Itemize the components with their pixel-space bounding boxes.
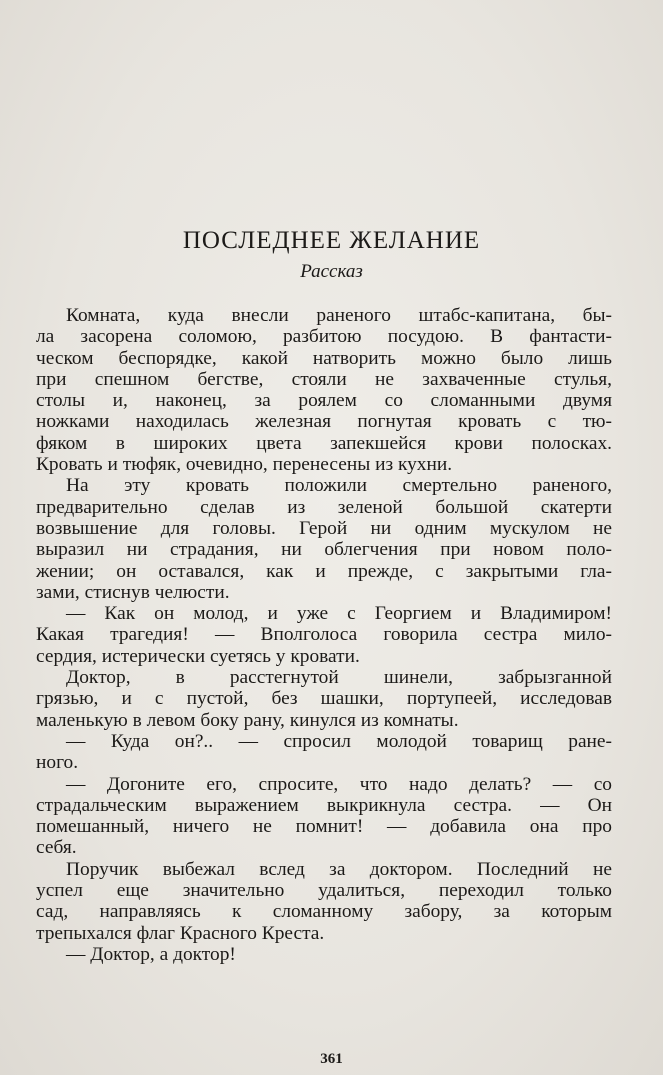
- paragraph: [36, 603, 612, 667]
- text-line: при спешном бегстве, стояли не захваченные стулья,: [36, 368, 612, 390]
- text-line: столы и, наконец, за роялем со сломанными двумя: [36, 390, 612, 412]
- paragraph: [36, 944, 612, 965]
- text-line: — Как он молод, и уже с Георгием и Владимиром!: [66, 603, 612, 625]
- paragraph: [36, 859, 612, 944]
- text-line: — Доктор, а доктор!: [66, 943, 236, 965]
- text-line: помешанный, ничего не помнит! — добавила она про: [36, 816, 612, 838]
- text-line: трепыхался флаг Красного Креста.: [36, 922, 325, 944]
- story-body: [36, 305, 612, 965]
- text-line: ческом беспорядке, какой натворить можно было лишь: [36, 347, 612, 369]
- text-line: грязью, и с пустой, без шашки, портупеей, исследовав: [36, 688, 612, 710]
- page-number: 361: [320, 1051, 343, 1067]
- text-line: ного.: [36, 752, 79, 774]
- paragraph: [36, 305, 612, 475]
- paragraph: [36, 731, 612, 774]
- text-line: Комната, куда внесли раненого штабс-капитана, бы-: [66, 305, 612, 326]
- text-line: сердия, истерически суетясь у кровати.: [36, 645, 360, 667]
- text-line: ножками находилась железная погнутая кровать с тю-: [36, 411, 612, 433]
- paragraph: [36, 475, 612, 603]
- text-line: Кровать и тюфяк, очевидно, перенесены из кухни.: [36, 454, 453, 476]
- paragraph: [36, 667, 612, 731]
- story-title: ПОСЛЕДНЕЕ ЖЕЛАНИЕ: [182, 227, 481, 254]
- text-line: Доктор, в расстегнутой шинели, забрызганной: [66, 667, 612, 689]
- text-line: сад, направляясь к сломанному забору, за которым: [36, 901, 612, 923]
- text-line: Какая трагедия! — Вполголоса говорила сестра мило-: [36, 624, 612, 646]
- paragraph: [36, 774, 612, 859]
- text-line: зами, стиснув челюсти.: [36, 581, 230, 603]
- text-line: возвышение для головы. Герой ни одним мускулом не: [36, 517, 612, 539]
- text-line: страдальческим выражением выкрикнула сестра. — Он: [36, 794, 612, 816]
- text-line: успел еще значительно удалиться, переходил только: [36, 880, 612, 902]
- text-line: выразил ни страдания, ни облегчения при новом поло-: [36, 539, 612, 561]
- text-line: Поручик выбежал вслед за доктором. Последний не: [66, 858, 612, 880]
- text-line: — Догоните его, спросите, что надо делать? — со: [66, 773, 612, 795]
- text-line: маленькую в левом боку рану, кинулся из комнаты.: [36, 709, 459, 731]
- text-line: ла засорена соломою, разбитою посудою. В фантасти-: [36, 326, 612, 348]
- text-line: жении; он оставался, как и прежде, с закрытыми гла-: [36, 560, 612, 582]
- text-line: — Куда он?.. — спросил молодой товарищ ране-: [66, 730, 612, 752]
- text-line: себя.: [36, 837, 77, 859]
- text-line: фяком в широких цвета запекшейся крови полосках.: [36, 432, 612, 454]
- text-line: На эту кровать положили смертельно раненого,: [66, 475, 612, 497]
- story-subtitle: Рассказ: [300, 261, 363, 282]
- text-line: предварительно сделав из зеленой большой скатерти: [36, 496, 612, 518]
